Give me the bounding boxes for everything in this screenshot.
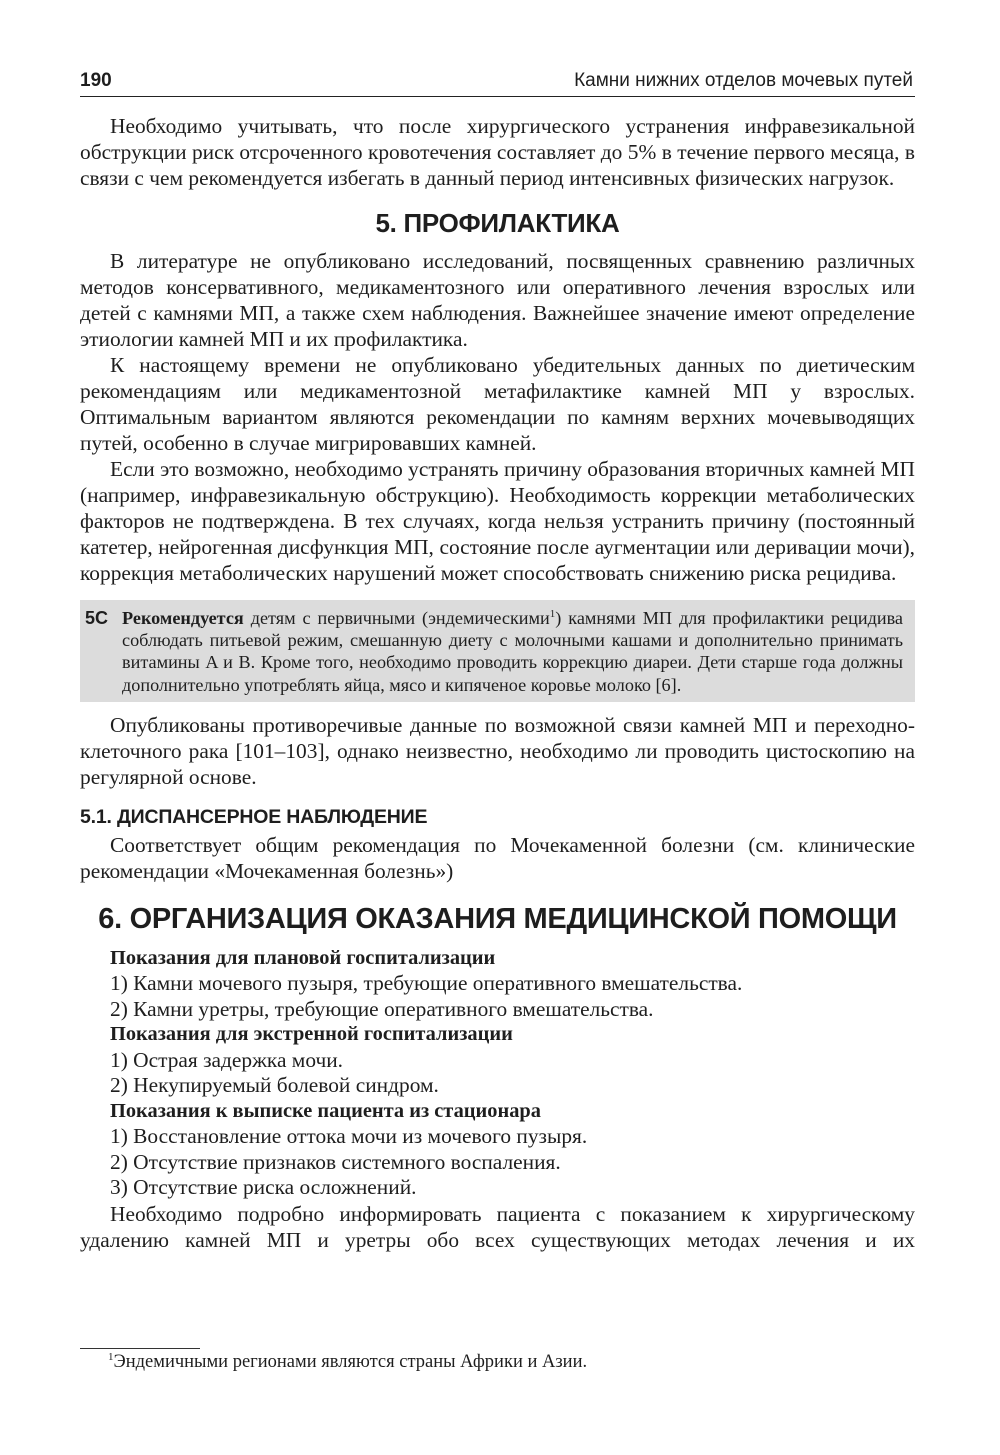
group-heading: Показания для экстренной госпитализации	[110, 1023, 513, 1046]
recommendation-lead: Рекомендуется	[122, 608, 244, 628]
section-5-after-paragraph: Опубликованы противоречивые данные по возможной связи камней МП и переходно-клеточного рака [101–103], однако неизвестно, необходимо ли проводить цистоскопию на регулярной основе.	[80, 712, 915, 789]
hospitalization-group	[80, 946, 915, 1023]
page-header	[80, 66, 915, 97]
section-6-title: 6. ОРГАНИЗАЦИЯ ОКАЗАНИЯ МЕДИЦИНСКОЙ ПОМОЩИ	[98, 902, 897, 935]
footnote-marker: 1	[108, 1350, 114, 1363]
recommendation-text	[122, 607, 903, 696]
section-5-1-paragraph: Соответствует общим рекомендация по Мочекаменной болезни (см. клинические рекомендации «Мочекаменная болезнь»)	[80, 832, 915, 883]
section-5-title: 5. ПРОФИЛАКТИКА	[375, 208, 620, 238]
list-item: 1) Камни мочевого пузыря, требующие оперативного вмешательства.	[110, 971, 743, 996]
group-heading: Показания для плановой госпитализации	[110, 946, 496, 969]
intro-paragraph: Необходимо учитывать, что после хирургического устранения инфравезикальной обструкции риск отсроченного кровотечения составляет до 5% в течение первого месяца, в связи с чем рекомендуется избегать в данный период интенсивных физических нагрузок.	[80, 114, 915, 190]
section-5-paragraph: Если это возможно, необходимо устранять причину образования вторичных камней МП (например, инфравезикальную обструкцию). Необходимость коррекции метаболических факторов не подтверждена. В тех случаях, когда нельзя устранить причину (постоянный катетер, нейрогенная дисфункция МП, состояние после аугментации или деривации мочи), коррекция метаболических нарушений может способствовать снижению риска рецидива.	[80, 457, 915, 585]
section-5-paragraph: К настоящему времени не опубликовано убедительных данных по диетическим рекомендациям или медикаментозной метафилактике камней МП у взрослых. Оптимальным вариантом являются рекомендации по камням верхних мочевыводящих путей, особенно в случае мигрировавших камней.	[80, 353, 915, 455]
list-item: 1) Острая задержка мочи.	[110, 1047, 344, 1072]
list-item: 2) Камни уретры, требующие оперативного вмешательства.	[110, 996, 654, 1021]
page-number: 190	[80, 70, 112, 91]
list-item: 2) Некупируемый болевой синдром.	[110, 1073, 439, 1098]
section-6-final-paragraph: Необходимо подробно информировать пациента с показанием к хирургическому удалению камней МП и уретры обо всех существующих методах лечения и их	[80, 1201, 915, 1252]
group-heading: Показания к выписке пациента из стационара	[110, 1099, 541, 1122]
footnote-reference[interactable]: 1	[549, 607, 556, 620]
hospitalization-group	[80, 1022, 915, 1099]
running-title: Камни нижних отделов мочевых путей	[574, 70, 913, 91]
footnote	[108, 1350, 587, 1374]
footnote-divider	[80, 1348, 200, 1349]
recommendation-body-start: детям с первичными (эндемическими	[243, 608, 550, 628]
section-5-1-title: 5.1. ДИСПАНСЕРНОЕ НАБЛЮДЕНИЕ	[80, 805, 428, 828]
section-5-paragraph: В литературе не опубликовано исследований, посвященных сравнению различных методов консервативного, медикаментозного или оперативного лечения взрослых или детей с камнями МП, а также схем наблюдения. Важнейшее значение имеют определение этиологии камней МП и их профилактика.	[80, 249, 915, 351]
list-item: 2) Отсутствие признаков системного воспаления.	[110, 1149, 561, 1174]
footnote-text: Эндемичными регионами являются страны Африки и Азии.	[113, 1352, 588, 1372]
page-content	[80, 113, 915, 1253]
recommendation-box	[80, 600, 915, 702]
recommendation-grade: 5C	[85, 608, 109, 628]
list-item: 1) Восстановление оттока мочи из мочевого пузыря.	[110, 1124, 588, 1149]
hospitalization-group	[80, 1099, 915, 1201]
list-item: 3) Отсутствие риска осложнений.	[110, 1175, 417, 1200]
recommendation-body-end: ) камнями МП для профилактики рецидива соблюдать питьевой режим, смешанную диету с молочными кашами и дополнительно принимать витамины A и B. Кроме того, необходимо проводить коррекцию диареи. Дети старше года должны дополнительно употреблять яйца, мясо и кипяченое коровье молоко [6].	[122, 608, 904, 695]
